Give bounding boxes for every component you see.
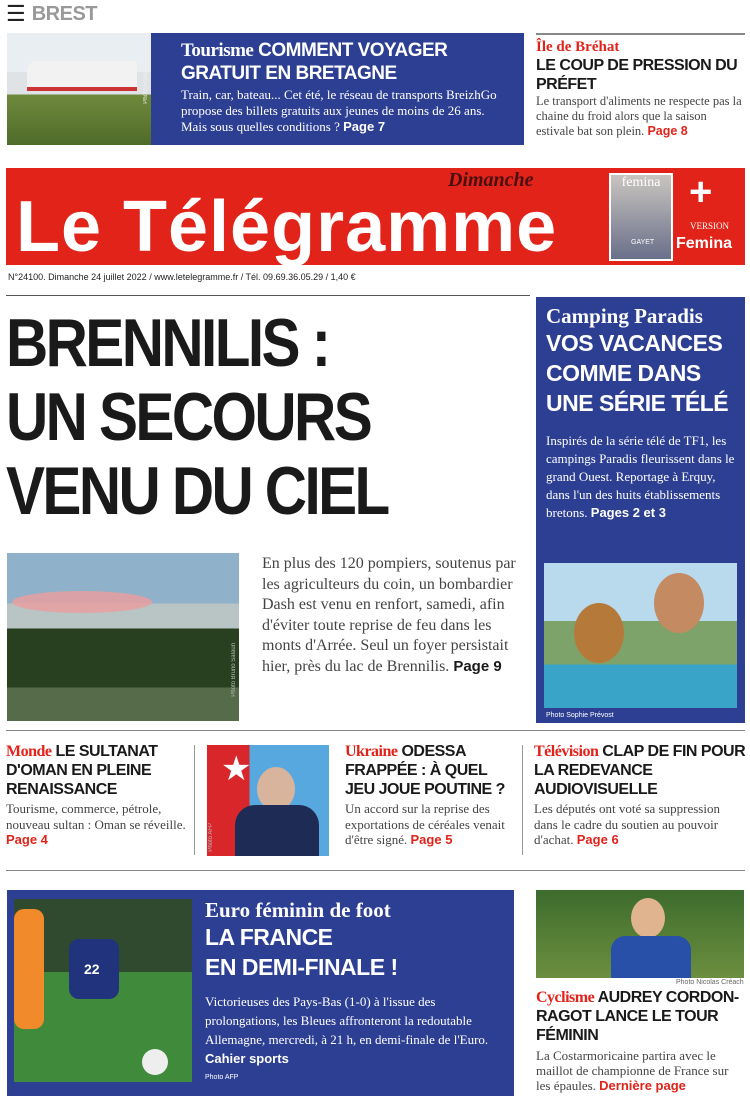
cyclist-photo (536, 890, 744, 978)
divider (194, 745, 195, 855)
star-icon: ★ (221, 750, 252, 788)
lead-text: En plus des 120 pompiers, soutenus par les agriculteurs du coin, un bombardier Dash est venu en renfort, samedi, afin d'éviter toute reprise de feu dans les monts d'Arrée. Seul un foyer persistait hier, près du lac de Brennilis. Page 9 (262, 555, 516, 675)
issue-info: N°24100. Dimanche 24 juillet 2022 / www.letelegramme.fr / Tél. 09.69.36.05.29 / 1,40 € (8, 272, 356, 282)
oman-teaser[interactable]: Monde LE SULTANAT D'OMAN EN PLEINE RENAISSANCE Tourisme, commerce, pétrole, nouveau sultan : Oman se réveille. Page 4 (6, 743, 186, 847)
brehat-teaser[interactable]: Île de Bréhat LE COUP DE PRESSION DU PRÉFET Le transport d'aliments ne respecte pas la chaine du froid alors que la saison estivale bat son plein. Page 8 (536, 33, 745, 139)
odessa-teaser[interactable]: Ukraine ODESSA FRAPPÉE : À QUEL JEU JOUE POUTINE ? Un accord sur la reprise des exportations de céréales venait d'être signé. Page 5 (345, 743, 505, 847)
wildfire-photo: Photo Bruno Salaün (7, 553, 239, 721)
masthead: Dimanche Le Télégramme femina GAYET + VERSION Femina (6, 168, 745, 265)
tourism-teaser[interactable]: Tourisme COMMENT VOYAGER GRATUIT EN BRETAGNE Train, car, bateau... Cet été, le réseau de transports BreizhGo propose des billets gratuits aux jeunes de moins de 26 ans. Mais sous quelles conditions ? Page 7 (151, 33, 524, 145)
divider (6, 870, 745, 871)
football-photo: 22 (14, 899, 192, 1082)
camping-photo (544, 563, 737, 708)
putin-photo: ★ Photo AFP (207, 745, 329, 856)
tourism-title: COMMENT VOYAGER GRATUIT EN BRETAGNE (181, 40, 448, 84)
photo-credit: Photo Nicolas Créach (676, 979, 744, 986)
redevance-teaser[interactable]: Télévision CLAP DE FIN POUR LA REDEVANCE AUDIOVISUELLE Les députés ont voté sa suppression dans le cadre du soutien au pouvoir d'achat. Page 6 (534, 743, 746, 847)
divider (522, 745, 523, 855)
hamburger-icon[interactable]: ☰ (6, 1, 26, 26)
camping-paradis-teaser[interactable]: Camping Paradis VOS VACANCES COMME DANS UNE SÉRIE TÉLÉ Inspirés de la série télé de TF1, les campings Paradis fleurissent dans le grand Ouest. Reportage à Erquy, dans l'un des huits établissements bretons. Pages 2 et 3 Photo Sophie Prévost (536, 297, 745, 723)
divider (6, 295, 530, 296)
edition-bar (6, 2, 97, 26)
cyclisme-teaser[interactable]: Cyclisme AUDREY CORDON-RAGOT LANCE LE TOUR FÉMININ La Costarmoricaine partira avec le maillot de championne de France sur les épaules. Dernière page (536, 989, 739, 1093)
edition-label[interactable]: BREST (31, 2, 98, 25)
divider (6, 730, 745, 731)
euro-teaser[interactable]: 22 Euro féminin de foot LA FRANCE EN DEMI-FINALE ! Victorieuses des Pays-Bas (1-0) à l'issue des prolongations, les Bleues affronteront la redoutable Allemagne, mercredi, à 21 h, en demi-finale de l'Euro. Cahier sports Photo AFP (7, 890, 514, 1096)
femina-cover[interactable]: femina GAYET (609, 173, 673, 261)
train-photo: Photo François Destoc (7, 33, 151, 145)
lead-headline[interactable]: BRENNILIS : UN SECOURS VENU DU CIEL (6, 305, 388, 529)
newspaper-title[interactable]: Le Télégramme (16, 187, 558, 267)
